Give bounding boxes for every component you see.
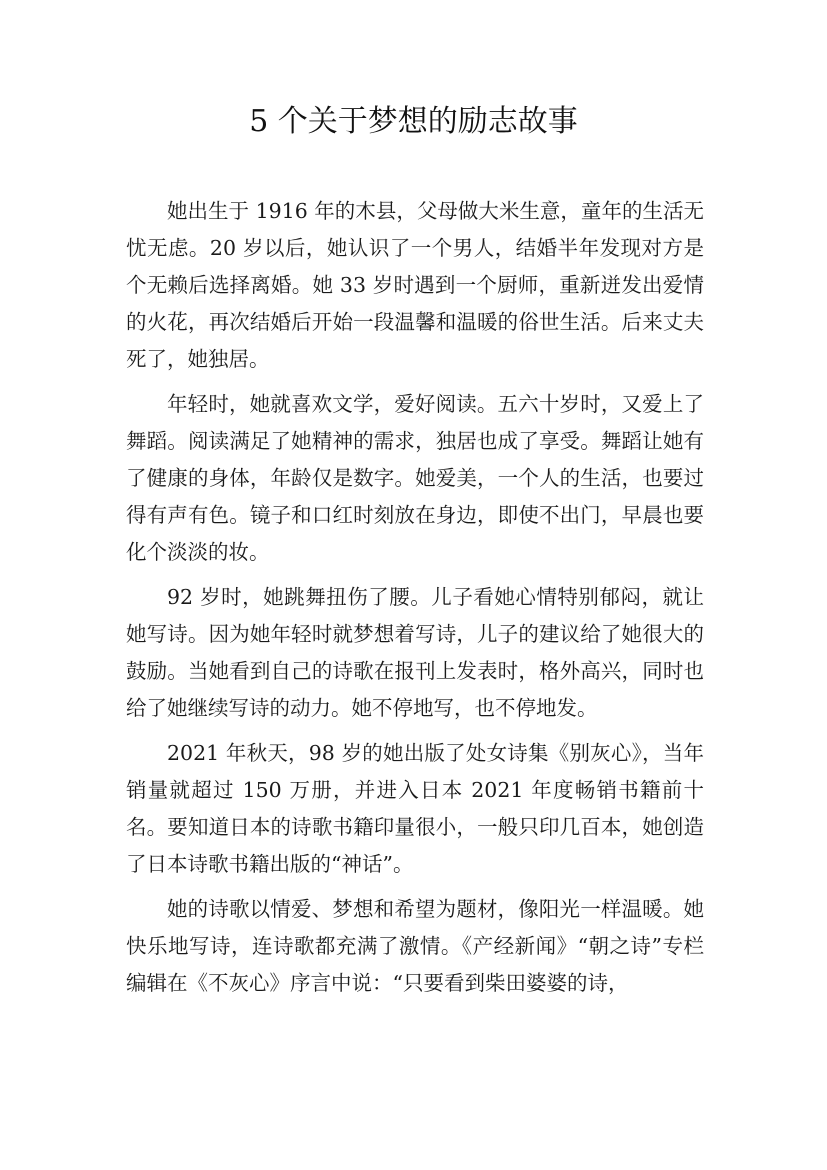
paragraph-3: 92 岁时，她跳舞扭伤了腰。儿子看她心情特别郁闷，就让她写诗。因为她年轻时就梦想着写诗，儿子的建议给了她很大的鼓励。当她看到自己的诗歌在报刊上发表时，格外高兴，同时也给了她继续写诗的动力。她不停地写，也不停地发。 [126, 585, 704, 720]
paragraph-5: 她的诗歌以情爱、梦想和希望为题材，像阳光一样温暖。她快乐地写诗，连诗歌都充满了激情。《产经新闻》“朝之诗”专栏编辑在《不灰心》序言中说：“只要看到柴田婆婆的诗， [126, 897, 704, 995]
paragraph-4: 2021 年秋天，98 岁的她出版了处女诗集《别灰心》，当年销量就超过 150 万册，并进入日本 2021 年度畅销书籍前十名。要知道日本的诗歌书籍印量很小，一般只印几百本，她创造了日本诗歌书籍出版的“神话”。 [126, 741, 704, 876]
document-body [126, 193, 704, 1010]
paragraph-2: 年轻时，她就喜欢文学，爱好阅读。五六十岁时，又爱上了舞蹈。阅读满足了她精神的需求，独居也成了享受。舞蹈让她有了健康的身体，年龄仅是数字。她爱美，一个人的生活，也要过得有声有色。镜子和口红时刻放在身边，即使不出门，早晨也要化个淡淡的妆。 [126, 392, 704, 564]
paragraph-1: 她出生于 1916 年的木县，父母做大米生意，童年的生活无忧无虑。20 岁以后，她认识了一个男人，结婚半年发现对方是个无赖后选择离婚。她 33 岁时遇到一个厨师，重新迸发出爱情的火花，再次结婚后开始一段温馨和温暖的俗世生活。后来丈夫死了，她独居。 [126, 199, 704, 371]
document-title: 5 个关于梦想的励志故事 [249, 104, 578, 139]
